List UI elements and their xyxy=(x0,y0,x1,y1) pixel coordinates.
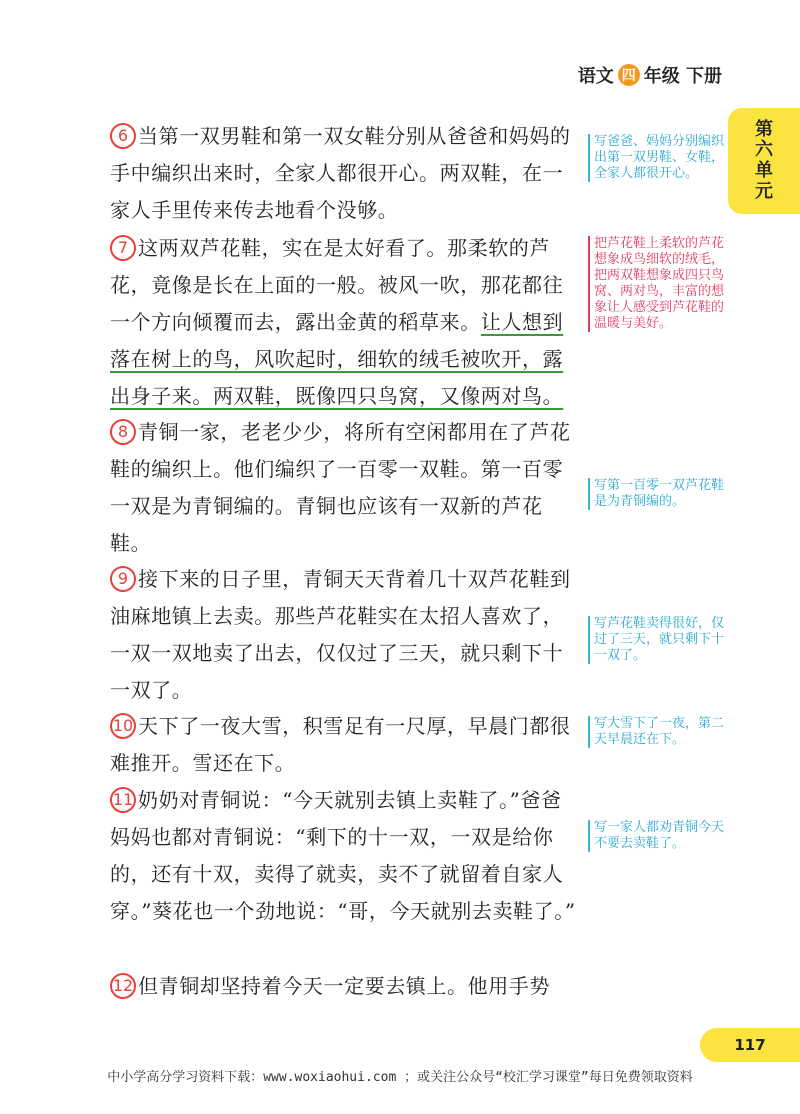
paragraph-text: 这两双芦花鞋，实在是太好看了。那柔软的芦花，竟像是长在上面的一般。被风一吹，那花都往一个方向倾覆而去，露出金黄的稻草来。 xyxy=(110,236,564,334)
paragraph-text: 接下来的日子里，青铜天天背着几十双芦花鞋到油麻地镇上去卖。那些芦花鞋实在太招人喜欢了，一双一双地卖了出去，仅仅过了三天，就只剩下十一双了。 xyxy=(110,567,571,702)
paragraph-number: 11 xyxy=(110,787,136,813)
paragraph-9 xyxy=(110,561,580,709)
paragraph-11 xyxy=(110,782,580,930)
paragraph-number: 10 xyxy=(110,713,136,739)
margin-note: 写爸爸、妈妈分别编织出第一双男鞋、女鞋，全家人都很开心。 xyxy=(588,134,724,182)
paragraph-text: 天下了一夜大雪，积雪足有一尺厚，早晨门都很难推开。雪还在下。 xyxy=(110,714,571,775)
paragraph-number: 12 xyxy=(110,973,136,999)
unit-tab-char: 六 xyxy=(755,139,773,161)
paragraph-text: 但青铜却坚持着今天一定要去镇上。他用手势 xyxy=(138,974,550,998)
subject-label: 语文 xyxy=(577,66,614,87)
page-header xyxy=(578,62,722,88)
page-number: 117 xyxy=(700,1028,800,1062)
underlined-text: 让人想到落在树上的鸟，风吹起时，细软的绒毛被吹开，露出身子来。两双鞋，既像四只鸟窝，又像两对鸟。 xyxy=(110,310,564,408)
paragraph-7 xyxy=(110,230,580,415)
unit-tab-char: 元 xyxy=(755,180,773,202)
unit-tab-char: 第 xyxy=(755,118,773,140)
grade-badge: 四 xyxy=(618,64,640,86)
paragraph-text: 青铜一家，老老少少，将所有空闲都用在了芦花鞋的编织上。他们编织了一百零一双鞋。第一百零一双是为青铜编的。青铜也应该有一双新的芦花鞋。 xyxy=(110,420,571,555)
margin-note: 写一家人都劝青铜今天不要去卖鞋了。 xyxy=(588,820,724,852)
paragraph-text: 当第一双男鞋和第一双女鞋分别从爸爸和妈妈的手中编织出来时，全家人都很开心。两双鞋，在一家人手里传来传去地看个没够。 xyxy=(110,124,571,222)
paragraph-number: 6 xyxy=(110,123,136,149)
paragraph-text: 奶奶对青铜说：“今天就别去镇上卖鞋了。”爸爸妈妈也都对青铜说：“剩下的十一双，一双是给你的，还有十双，卖得了就卖，卖不了就留着自家人穿。”葵花也一个劲地说：“哥，今天就别去卖鞋了。” xyxy=(110,788,576,923)
grade-label: 年级 下册 xyxy=(643,66,722,87)
paragraph-number: 8 xyxy=(110,419,136,445)
margin-note: 把芦花鞋上柔软的芦花想象成鸟细软的绒毛，把两双鞋想象成四只鸟窝、两对鸟，丰富的想象让人感受到芦花鞋的温暖与美好。 xyxy=(588,236,724,332)
paragraph-10 xyxy=(110,708,580,782)
margin-note: 写芦花鞋卖得很好，仅过了三天，就只剩下十一双了。 xyxy=(588,616,724,664)
margin-note: 写大雪下了一夜，第二天早晨还在下。 xyxy=(588,716,724,748)
paragraph-number: 9 xyxy=(110,566,136,592)
margin-note: 写第一百零一双芦花鞋是为青铜编的。 xyxy=(588,478,724,510)
paragraph-8 xyxy=(110,414,580,562)
paragraph-6 xyxy=(110,118,580,229)
footer-watermark: 中小学高分学习资料下载：www.woxiaohui.com ；或关注公众号“校汇学习课堂”每日免费领取资料 xyxy=(107,1070,693,1085)
paragraph-number: 7 xyxy=(110,235,136,261)
unit-tab-char: 单 xyxy=(755,160,773,181)
unit-tab xyxy=(728,108,800,214)
paragraph-12 xyxy=(110,968,580,1005)
